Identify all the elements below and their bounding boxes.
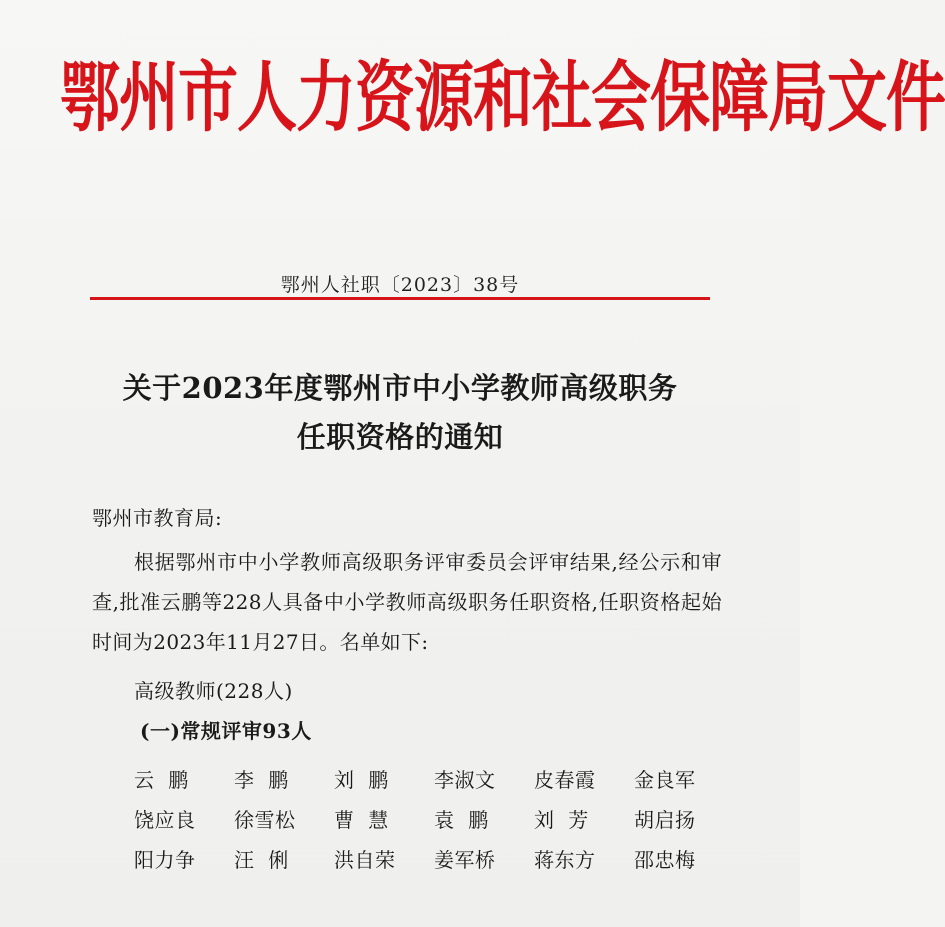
name-entry: 阳力争 (134, 847, 196, 872)
name-entry: 李 鹏 (234, 767, 289, 792)
name-entry: 曹 慧 (334, 807, 389, 832)
red-divider-line (90, 297, 710, 300)
name-entry: 徐雪松 (234, 807, 296, 832)
name-list (134, 758, 734, 878)
agency-masthead: 鄂州市人力资源和社会保障局文件 (60, 53, 945, 144)
name-entry: 皮春霞 (534, 767, 596, 792)
name-row (134, 798, 734, 838)
name-entry: 刘 鹏 (334, 767, 389, 792)
name-entry: 饶应良 (134, 807, 196, 832)
name-entry: 胡启扬 (634, 807, 696, 832)
name-entry: 刘 芳 (534, 807, 589, 832)
name-entry: 姜军桥 (434, 847, 496, 872)
name-row (134, 838, 734, 878)
document-number: 鄂州人社职〔2023〕38号 (280, 274, 520, 296)
name-entry: 洪自荣 (334, 847, 396, 872)
notice-title-line-2: 任职资格的通知 (296, 420, 504, 454)
name-row (134, 758, 734, 798)
name-entry: 袁 鹏 (434, 807, 489, 832)
name-entry: 李淑文 (434, 767, 496, 792)
name-entry: 蒋东方 (534, 847, 596, 872)
body-paragraph: 根据鄂州市中小学教师高级职务评审委员会评审结果,经公示和审查,批准云鹏等228人具备中小学教师高级职务任职资格,任职资格起始时间为2023年11月27日。名单如下: (92, 550, 722, 654)
section-heading-senior-teachers: 高级教师(228人) (134, 679, 293, 703)
name-entry: 云 鹏 (134, 767, 189, 792)
subsection-heading-regular-review: (一)常规评审93人 (140, 719, 312, 743)
name-entry: 邵忠梅 (634, 847, 696, 872)
addressee: 鄂州市教育局: (92, 506, 223, 530)
notice-title-line-1: 关于2023年度鄂州市中小学教师高级职务 (122, 371, 678, 405)
name-entry: 金良军 (634, 767, 696, 792)
name-entry: 汪 俐 (234, 847, 289, 872)
